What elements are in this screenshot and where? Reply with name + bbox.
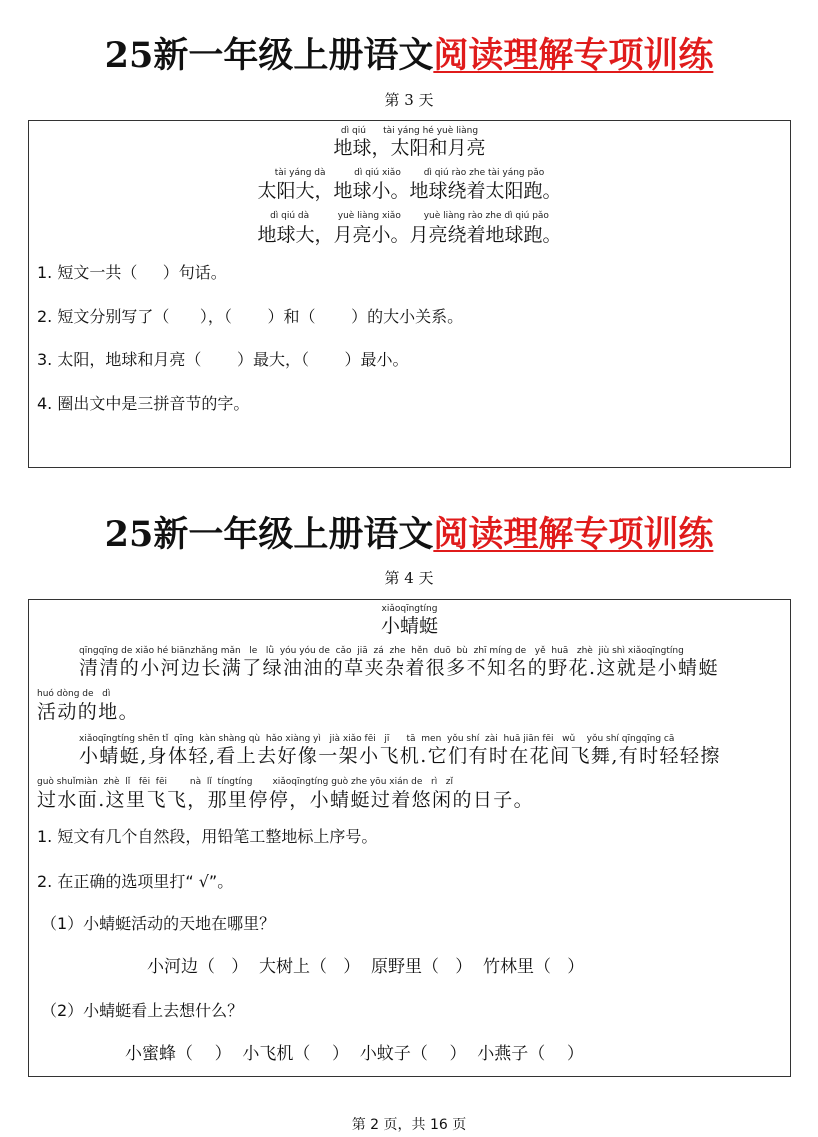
question-2: 2. 短文分别写了（ ），（ ）和（ ）的大小关系。 xyxy=(37,307,464,326)
reading-box-day3 xyxy=(28,120,791,468)
passage-line: 地球大，月亮小。月亮绕着地球跑。 xyxy=(257,224,562,246)
page-footer: 第 2 页，共 16 页 xyxy=(351,1117,467,1133)
passage-title: 地球，太阳和月亮 xyxy=(333,137,486,159)
title-red-text: 阅读理解专项训练 xyxy=(433,514,714,555)
passage-line-pinyin: tài yáng dà dì qiú xiǎo dì qiú rào zhe tài yáng pǎo xyxy=(274,168,545,178)
title-black-text: 25新一年级上册语文 xyxy=(104,514,434,555)
worksheet-title-day3 xyxy=(0,34,818,78)
paragraph-line: 清清的小河边长满了绿油油的草夹杂着很多不知名的野花.这就是小蜻蜓 xyxy=(79,657,719,679)
passage-title: 小蜻蜓 xyxy=(380,615,438,637)
question-1: 1. 短文有几个自然段，用铅笔工整地标上序号。 xyxy=(37,827,378,846)
sub-question-2: （2）小蜻蜓看上去想什么？ xyxy=(41,1001,244,1020)
passage-title-pinyin: xiǎoqīngtíng xyxy=(381,604,438,614)
paragraph-line: 活动的地。 xyxy=(37,701,140,723)
question-3: 3. 太阳，地球和月亮（ ）最大，（ ）最小。 xyxy=(37,350,409,369)
passage-title-pinyin: dì qiú tài yáng hé yuè liàng xyxy=(340,126,479,136)
reading-box-day4 xyxy=(28,599,791,1077)
paragraph-line: 过水面.这里飞飞，那里停停，小蜻蜓过着悠闲的日子。 xyxy=(37,789,535,811)
worksheet-title-day4 xyxy=(0,513,818,557)
sub-question-1: （1）小蜻蜓活动的天地在哪里？ xyxy=(41,914,276,933)
paragraph-pinyin: huó dòng de dì xyxy=(37,689,111,699)
sub-question-2-options: 小蜜蜂（ ） 小飞机（ ） 小蚊子（ ） 小燕子（ ） xyxy=(125,1044,584,1064)
day-label: 第 4 天 xyxy=(384,569,434,587)
question-1: 1. 短文一共（ ）句话。 xyxy=(37,263,227,282)
sub-question-1-options: 小河边（ ） 大树上（ ） 原野里（ ） 竹林里（ ） xyxy=(147,957,585,977)
title-red-text: 阅读理解专项训练 xyxy=(433,35,714,76)
paragraph-pinyin: guò shuǐmiàn zhè lǐ fēi fēi nà lǐ tíngtíng xiǎoqīngtíng guò zhe yōu xián de rì zǐ xyxy=(37,777,454,787)
question-2: 2. 在正确的选项里打“ √”。 xyxy=(37,872,234,891)
passage-line-pinyin: dì qiú dà yuè liàng xiǎo yuè liàng rào zhe dì qiú pǎo xyxy=(270,211,549,221)
question-4: 4. 圈出文中是三拼音节的字。 xyxy=(37,394,250,413)
day-label: 第 3 天 xyxy=(384,91,434,109)
title-black-text: 25新一年级上册语文 xyxy=(104,35,434,76)
paragraph-pinyin: xiǎoqīngtíng shēn tǐ qīng kàn shàng qù hǎo xiàng yì jià xiǎo fēi jī tā men yǒu shí zài huā jiān fēi wǔ yǒu shí qīngqīng cā xyxy=(79,734,675,744)
passage-line: 太阳大，地球小。地球绕着太阳跑。 xyxy=(257,180,562,202)
paragraph-pinyin: qīngqīng de xiǎo hé biānzhǎng mǎn le lǜ yóu yóu de cǎo jiā zá zhe hěn duō bù zhī míng de yě huā zhè jiù shì xiǎoqīngtíng xyxy=(79,646,684,656)
paragraph-line: 小蜻蜓,身体轻,看上去好像一架小飞机.它们有时在花间飞舞,有时轻轻擦 xyxy=(79,745,721,767)
